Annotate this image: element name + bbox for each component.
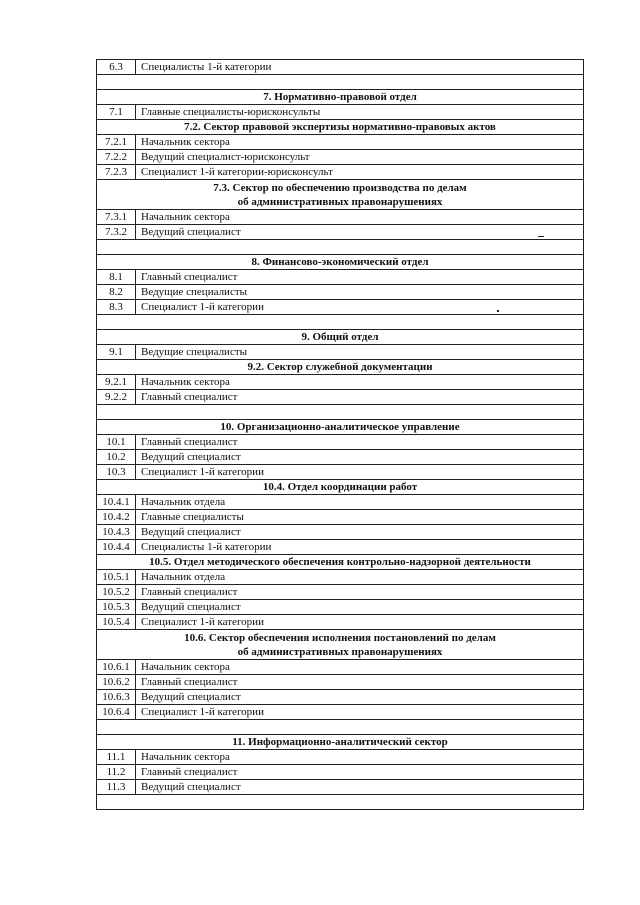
scan-speck: [497, 310, 499, 312]
item-number: 11.1: [97, 750, 136, 765]
section-heading: 8. Финансово-экономический отдел: [97, 255, 584, 270]
item-number: 11.3: [97, 780, 136, 795]
spacer-row: [97, 405, 584, 420]
spacer-row: [97, 315, 584, 330]
item-number: 7.2.3: [97, 165, 136, 180]
position-title: Ведущий специалист: [136, 780, 584, 795]
section-heading-line: 10.6. Сектор обеспечения исполнения постановлений по делам: [184, 631, 496, 644]
table-row: [97, 540, 584, 555]
position-title: Начальник сектора: [136, 660, 584, 675]
position-title: Специалист 1-й категории: [136, 300, 584, 315]
table-row: [97, 375, 584, 390]
empty-cell: [97, 240, 584, 255]
section-heading-row: [97, 330, 584, 345]
section-heading-row: [97, 480, 584, 495]
section-heading: 9. Общий отдел: [97, 330, 584, 345]
section-heading-row: [97, 630, 584, 660]
item-number: 9.1: [97, 345, 136, 360]
section-heading-line: 7.3. Сектор по обеспечению производства по делам: [213, 181, 467, 194]
section-heading: 10.5. Отдел методического обеспечения контрольно-надзорной деятельности: [97, 555, 584, 570]
table-row: [97, 675, 584, 690]
spacer-row: [97, 75, 584, 90]
section-heading: 10. Организационно-аналитическое управление: [97, 420, 584, 435]
table-row: [97, 495, 584, 510]
spacer-row: [97, 240, 584, 255]
item-number: 7.2.2: [97, 150, 136, 165]
section-heading: 11. Информационно-аналитический сектор: [97, 735, 584, 750]
section-heading-line: об административных правонарушениях: [237, 645, 443, 658]
scan-speck: [538, 236, 544, 237]
table-row: [97, 465, 584, 480]
item-number: 10.3: [97, 465, 136, 480]
position-title: Ведущий специалист: [136, 450, 584, 465]
section-heading: 9.2. Сектор служебной документации: [97, 360, 584, 375]
section-heading-row: [97, 420, 584, 435]
table-row: [97, 345, 584, 360]
table-row: [97, 210, 584, 225]
section-heading-row: [97, 735, 584, 750]
item-number: 7.2.1: [97, 135, 136, 150]
table-row: [97, 450, 584, 465]
table-row: [97, 690, 584, 705]
position-title: Специалист 1-й категории: [136, 465, 584, 480]
table-row: [97, 615, 584, 630]
table-row: [97, 525, 584, 540]
table-row: [97, 150, 584, 165]
table-row: [97, 105, 584, 120]
table-row: [97, 705, 584, 720]
position-title: Специалисты 1-й категории: [136, 60, 584, 75]
item-number: 8.1: [97, 270, 136, 285]
section-heading: [97, 630, 584, 660]
table-row: [97, 585, 584, 600]
item-number: 6.3: [97, 60, 136, 75]
table-row: [97, 600, 584, 615]
position-title: Ведущие специалисты: [136, 285, 584, 300]
empty-cell: [97, 405, 584, 420]
item-number: 11.2: [97, 765, 136, 780]
position-title: Начальник отдела: [136, 570, 584, 585]
item-number: 10.6.3: [97, 690, 136, 705]
staff-positions-table: [96, 59, 584, 810]
table-row: [97, 270, 584, 285]
table-row: [97, 660, 584, 675]
table-row: [97, 165, 584, 180]
position-title: Главный специалист: [136, 585, 584, 600]
section-heading-row: [97, 120, 584, 135]
section-heading: 10.4. Отдел координации работ: [97, 480, 584, 495]
section-heading-row: [97, 255, 584, 270]
spacer-row: [97, 720, 584, 735]
item-number: 10.5.4: [97, 615, 136, 630]
section-heading: 7.2. Сектор правовой экспертизы нормативно-правовых актов: [97, 120, 584, 135]
item-number: 10.6.4: [97, 705, 136, 720]
item-number: 8.3: [97, 300, 136, 315]
position-title: Ведущий специалист: [136, 525, 584, 540]
position-title: Главный специалист: [136, 435, 584, 450]
table-row: [97, 285, 584, 300]
item-number: 10.2: [97, 450, 136, 465]
position-title: Специалисты 1-й категории: [136, 540, 584, 555]
position-title: Ведущий специалист: [136, 225, 584, 240]
item-number: 10.4.3: [97, 525, 136, 540]
position-title: Начальник отдела: [136, 495, 584, 510]
table-row: [97, 60, 584, 75]
section-heading-row: [97, 180, 584, 210]
position-title: Ведущий специалист: [136, 690, 584, 705]
empty-cell: [97, 315, 584, 330]
table-row: [97, 510, 584, 525]
item-number: 10.4.1: [97, 495, 136, 510]
item-number: 9.2.2: [97, 390, 136, 405]
position-title: Начальник сектора: [136, 375, 584, 390]
table-body: [97, 60, 584, 810]
position-title: Специалист 1-й категории: [136, 705, 584, 720]
item-number: 10.1: [97, 435, 136, 450]
section-heading-row: [97, 555, 584, 570]
position-title: Начальник сектора: [136, 135, 584, 150]
item-number: 7.3.1: [97, 210, 136, 225]
section-heading-row: [97, 360, 584, 375]
item-number: 10.6.1: [97, 660, 136, 675]
table-row: [97, 135, 584, 150]
table-row: [97, 300, 584, 315]
position-title: Главный специалист: [136, 765, 584, 780]
section-heading: [97, 180, 584, 210]
table-row: [97, 435, 584, 450]
position-title: Главный специалист: [136, 390, 584, 405]
position-title: Главные специалисты-юрисконсульты: [136, 105, 584, 120]
item-number: 10.5.2: [97, 585, 136, 600]
item-number: 7.1: [97, 105, 136, 120]
empty-cell: [97, 75, 584, 90]
item-number: 10.5.3: [97, 600, 136, 615]
position-title: Ведущие специалисты: [136, 345, 584, 360]
spacer-row: [97, 795, 584, 810]
item-number: 10.4.4: [97, 540, 136, 555]
table-row: [97, 225, 584, 240]
position-title: Ведущий специалист-юрисконсульт: [136, 150, 584, 165]
table-row: [97, 780, 584, 795]
item-number: 10.6.2: [97, 675, 136, 690]
position-title: Ведущий специалист: [136, 600, 584, 615]
table-row: [97, 765, 584, 780]
section-heading-line: об административных правонарушениях: [237, 195, 443, 208]
item-number: 8.2: [97, 285, 136, 300]
section-heading: 7. Нормативно-правовой отдел: [97, 90, 584, 105]
position-title: Специалист 1-й категории: [136, 615, 584, 630]
table-row: [97, 570, 584, 585]
section-heading-row: [97, 90, 584, 105]
position-title: Начальник сектора: [136, 750, 584, 765]
position-title: Начальник сектора: [136, 210, 584, 225]
position-title: Специалист 1-й категории-юрисконсульт: [136, 165, 584, 180]
position-title: Главный специалист: [136, 270, 584, 285]
empty-cell: [97, 795, 584, 810]
item-number: 7.3.2: [97, 225, 136, 240]
item-number: 10.4.2: [97, 510, 136, 525]
table-row: [97, 390, 584, 405]
item-number: 10.5.1: [97, 570, 136, 585]
position-title: Главные специалисты: [136, 510, 584, 525]
position-title: Главный специалист: [136, 675, 584, 690]
empty-cell: [97, 720, 584, 735]
item-number: 9.2.1: [97, 375, 136, 390]
table-row: [97, 750, 584, 765]
